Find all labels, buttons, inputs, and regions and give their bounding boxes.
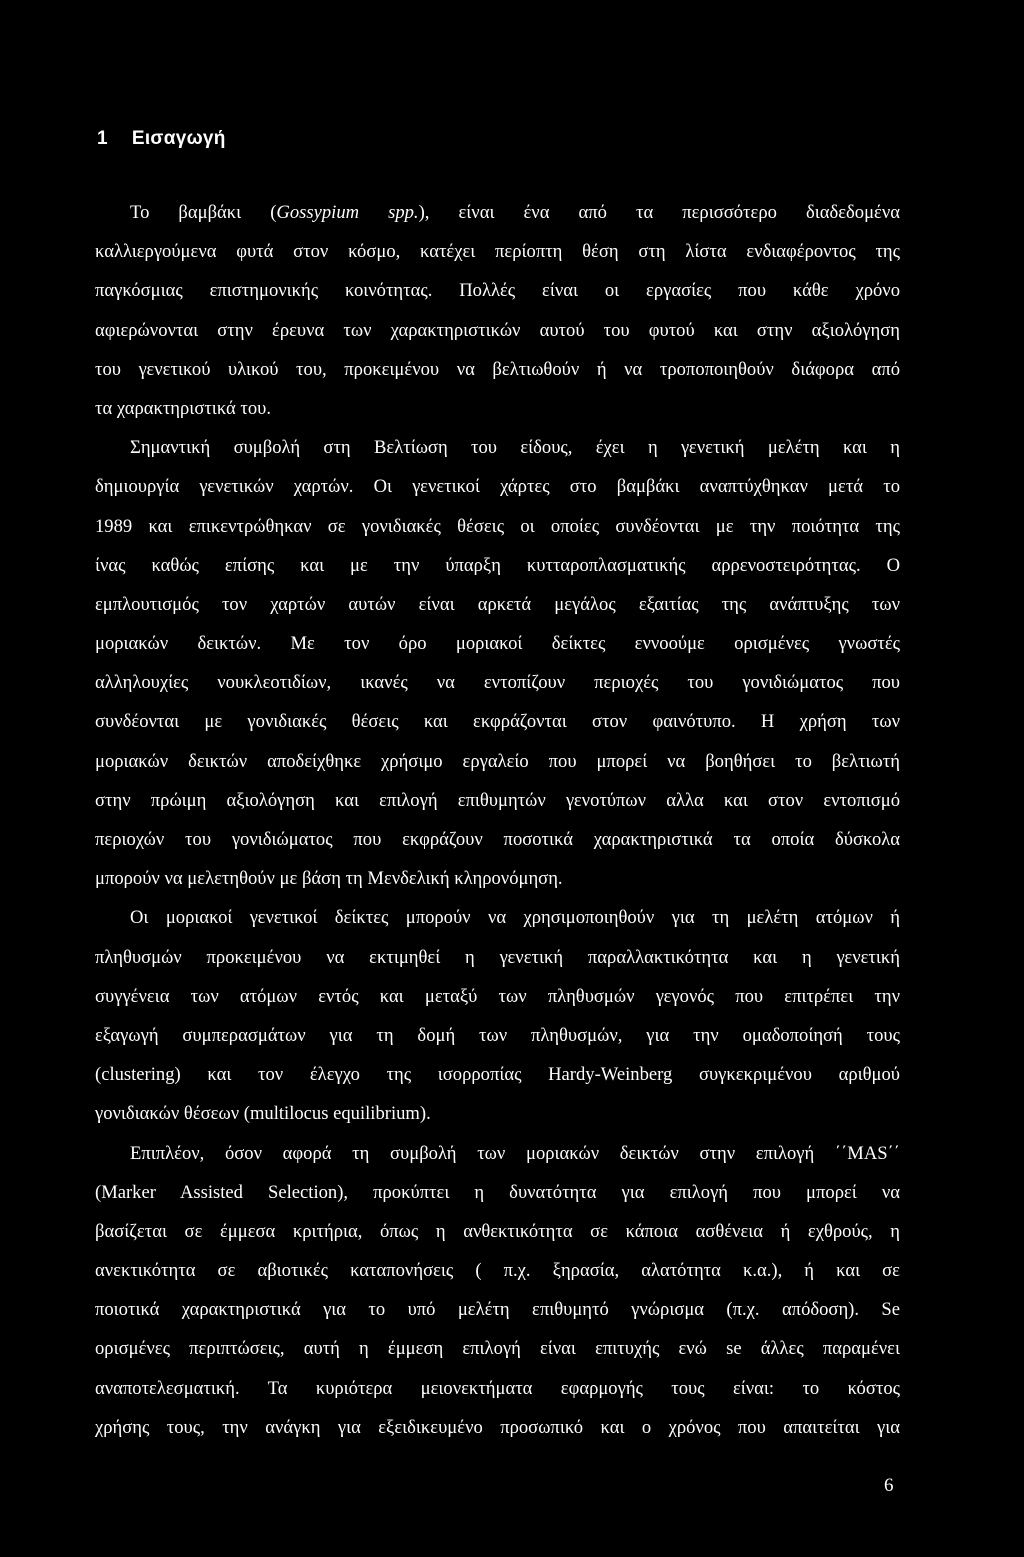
text-line: μοριακών δεικτών αποδείχθηκε χρήσιμο εργαλείο που μπορεί να βοηθήσει το βελτιωτή: [95, 750, 900, 772]
text-line: καλλιεργούμενα φυτά στον κόσμο, κατέχει περίοπτη θέση στη λίστα ενδιαφέροντος της: [95, 241, 900, 263]
text-line: βασίζεται σε έμμεσα κριτήρια, όπως η ανθεκτικότητα σε κάποια ασθένεια ή εχθρούς, η: [95, 1220, 900, 1242]
text-line: πληθυσμών προκειμένου να εκτιμηθεί η γενετική παραλλακτικότητα και η γενετική: [95, 946, 900, 968]
text-line: (Marker Assisted Selection), προκύπτει η δυνατότητα για επιλογή που μπορεί να: [95, 1181, 900, 1203]
text-line: συνδέονται με γονιδιακές θέσεις και εκφράζονται στον φαινότυπο. Η χρήση των: [95, 711, 900, 733]
section-title: Εισαγωγή: [131, 128, 226, 149]
body-text: [95, 193, 900, 1447]
text-line: στην πρώιμη αξιολόγηση και επιλογή επιθυμητών γενοτύπων αλλα και στον εντοπισμό: [95, 789, 900, 811]
text-line: (clustering) και τον έλεγχο της ισορροπίας Hardy-Weinberg συγκεκριμένου αριθμού: [95, 1064, 900, 1086]
species-name: Gossypium spp.: [276, 202, 419, 223]
text-line: ποιοτικά χαρακτηριστικά για το υπό μελέτη επιθυμητό γνώρισμα (π.χ. απόδοση). Se: [95, 1299, 900, 1321]
text-line: συγγένεια των ατόμων εντός και μεταξύ των πληθυσμών γεγονός που επιτρέπει την: [95, 985, 900, 1007]
text-line: χρήσης τους, την ανάγκη για εξειδικευμένο προσωπικό και ο χρόνος που απαιτείται για: [95, 1416, 900, 1438]
text-line: ορισμένες περιπτώσεις, αυτή η έμμεση επιλογή είναι επιτυχής ενώ se άλλες παραμένει: [95, 1338, 900, 1360]
text-line: ανεκτικότητα σε αβιοτικές καταπονήσεις ( π.χ. ξηρασία, αλατότητα κ.α.), ή και σε: [95, 1260, 900, 1282]
text-line: Σημαντική συμβολή στη Βελτίωση του είδους, έχει η γενετική μελέτη και η: [130, 437, 900, 459]
text-line: μπορούν να μελετηθούν με βάση τη Μενδελική κληρονόμηση.: [95, 868, 563, 890]
text-line: δημιουργία γενετικών χαρτών. Οι γενετικοί χάρτες στο βαμβάκι αναπτύχθηκαν μετά το: [95, 476, 900, 498]
section-number: 1: [97, 128, 108, 149]
text-line: γονιδιακών θέσεων (multilocus equilibrium).: [95, 1103, 431, 1125]
text-line: αλληλουχίες νουκλεοτιδίων, ικανές να εντοπίζουν περιοχές του γονιδιώματος που: [95, 672, 900, 694]
text-line: εξαγωγή συμπερασμάτων για τη δομή των πληθυσμών, για την ομαδοποίησή τους: [95, 1024, 900, 1046]
text-line: περιοχών του γονιδιώματος που εκφράζουν ποσοτικά χαρακτηριστικά τα οποία δύσκολα: [95, 829, 900, 850]
text-line: του γενετικού υλικού του, προκειμένου να βελτιωθούν ή να τροποποιηθούν διάφορα από: [95, 358, 900, 380]
text-line: 1989 και επικεντρώθηκαν σε γονιδιακές θέσεις οι οποίες συνδέονται με την ποιότητα της: [95, 515, 900, 537]
paragraph: [95, 193, 900, 428]
text-line: αναποτελεσματική. Τα κυριότερα μειονεκτήματα εφαρμογής τους είναι: το κόστος: [95, 1377, 900, 1399]
text-line: Οι μοριακοί γενετικοί δείκτες μπορούν να χρησιμοποιηθούν για τη μελέτη ατόμων ή: [130, 907, 900, 929]
text-line: τα χαρακτηριστικά του.: [95, 397, 272, 419]
paragraph: [95, 428, 900, 898]
text-line: Επιπλέον, όσον αφορά τη συμβολή των μοριακών δεικτών στην επιλογή ΄΄MAS΄΄: [130, 1142, 900, 1164]
text-line: παγκόσμιας επιστημονικής κοινότητας. Πολλές είναι οι εργασίες που κάθε χρόνο: [95, 280, 900, 302]
text-line: ίνας καθώς επίσης και με την ύπαρξη κυτταροπλασματικής αρρενοστειρότητας. Ο: [95, 554, 900, 576]
paragraph: [95, 1134, 900, 1448]
section-heading: [97, 128, 226, 150]
text-line: αφιερώνονται στην έρευνα των χαρακτηριστικών αυτού του φυτού και στην αξιολόγηση: [95, 319, 900, 341]
text-line: εμπλουτισμός τον χαρτών αυτών είναι αρκετά μεγάλος εξαιτίας της ανάπτυξης των: [95, 593, 900, 615]
page-number: 6: [884, 1475, 894, 1496]
text-line: Το βαμβάκι (Gossypium spp.), είναι ένα από τα περισσότερο διαδεδομένα: [130, 202, 901, 223]
text-line: μοριακών δεικτών. Με τον όρο μοριακοί δείκτες εννοούμε ορισμένες γνωστές: [95, 633, 900, 655]
paragraph: [95, 898, 900, 1133]
